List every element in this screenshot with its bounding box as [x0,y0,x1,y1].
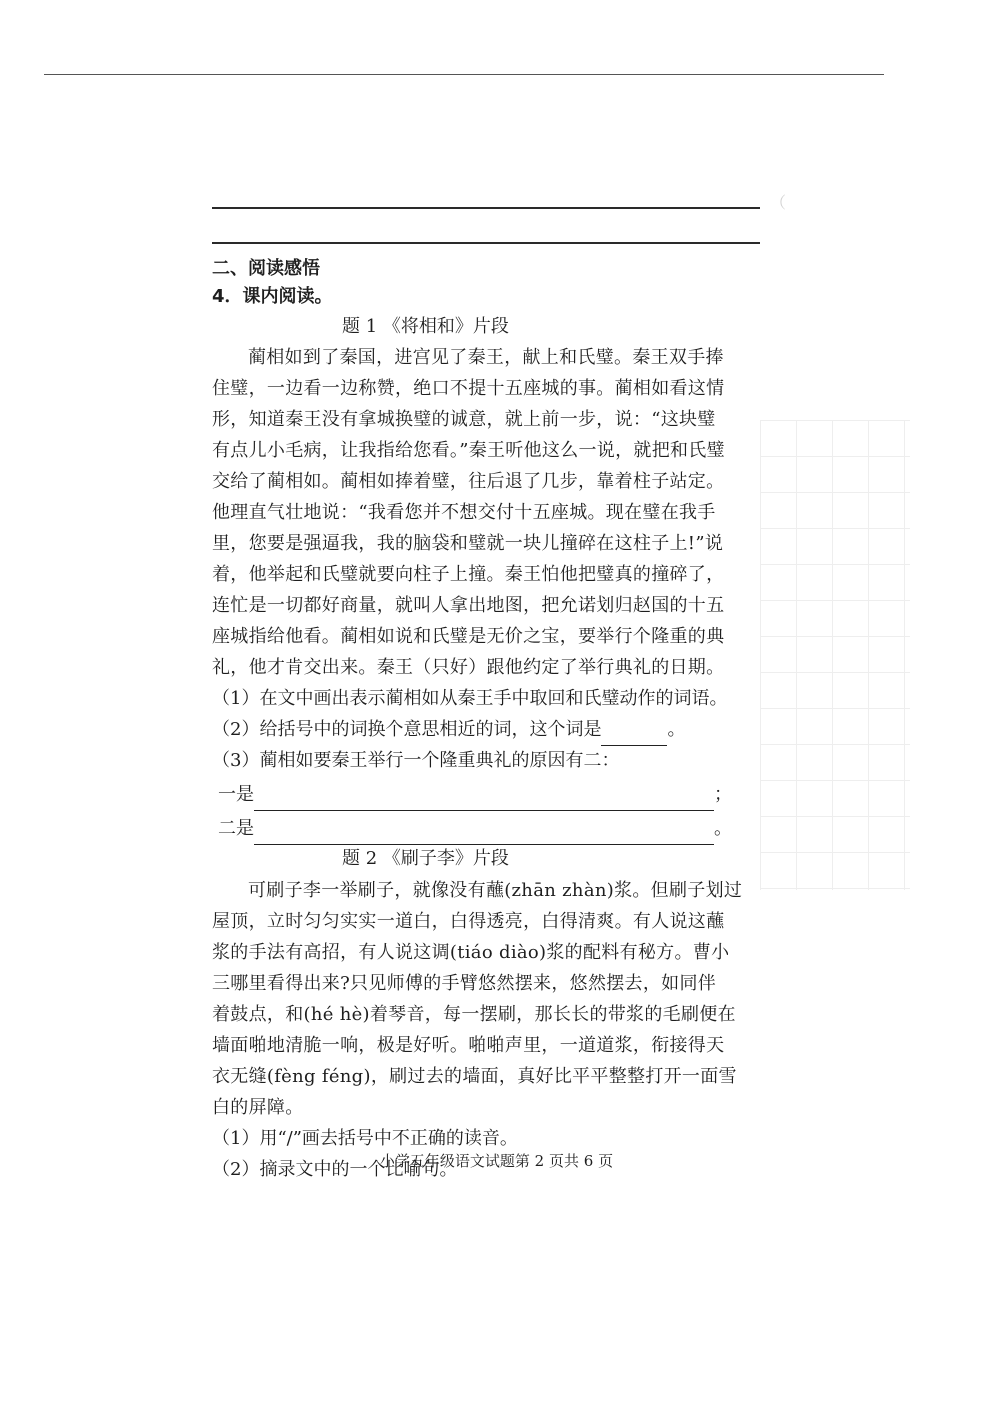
passage-1-line: 座城指给他看。蔺相如说和氏璧是无价之宝，要举行个隆重的典 [212,626,725,647]
passage-2-line: 白的屏障。 [212,1097,304,1118]
answer-blank[interactable] [254,780,714,811]
passage-1-q2 [212,715,685,745]
passage-2-line: 着鼓点，和(hé hè)着琴音，每一摆刷，那长长的带浆的毛刷便在 [212,1004,736,1025]
passage-2-line: 衣无缝(fèng féng)，刷过去的墙面，真好比平平整整打开一面雪 [212,1066,737,1087]
passage-2-title: 题 2 《刷子李》片段 [342,848,509,869]
show-through-mark: （ [770,193,787,212]
answer-blank[interactable] [601,715,667,746]
passage-1-line: 蔺相如到了秦国，进宫见了秦王，献上和氏璧。秦王双手捧 [248,347,724,368]
q3-a-end: ； [714,784,732,805]
show-through-grid [760,420,910,890]
answer-blank[interactable] [254,814,714,845]
passage-1-q1: （1）在文中画出表示蔺相如从秦王手中取回和氏璧动作的词语。 [212,688,728,709]
question-4 [212,282,333,312]
passage-2-line: 墙面啪地清脆一响，极是好听。啪啪声里，一道道浆，衔接得天 [212,1035,725,1056]
passage-2-line: 可刷子李一举刷子，就像没有蘸(zhān zhàn)浆。但刷子划过 [248,880,743,901]
question-4-label: 4．课内阅读。 [212,286,333,307]
passage-1-line: 交给了蔺相如。蔺相如捧着璧，往后退了几步，靠着柱子站定。 [212,471,725,492]
q3-b-end: 。 [714,818,732,839]
passage-2-q2: （2）摘录文中的一个比喻句。 [212,1159,458,1180]
passage-2-q1: （1）用“/”画去括号中不正确的读音。 [212,1128,518,1149]
passage-1-line: 住璧，一边看一边称赞，绝口不提十五座城的事。蔺相如看这情 [212,378,725,399]
passage-1-line: 他理直气壮地说：“我看您并不想交付十五座城。现在璧在我手 [212,502,716,523]
answer-line-1 [212,207,760,209]
passage-1-line: 形，知道秦王没有拿城换璧的诚意，就上前一步，说：“这块璧 [212,409,716,430]
passage-2-line: 屋顶，立时匀匀实实一道白，白得透亮，白得清爽。有人说这蘸 [212,911,725,932]
q3-b-label: 二是 [218,818,254,839]
passage-2-line: 浆的手法有高招，有人说这调(tiáo diào)浆的配料有秘方。曹小 [212,942,730,963]
passage-1-q3: （3）蔺相如要秦王举行一个隆重典礼的原因有二： [212,750,620,771]
passage-1-title: 题 1 《将相和》片段 [342,316,509,337]
passage-1-q3-a [218,780,732,810]
passage-1-q2-end: 。 [667,719,686,740]
top-rule [44,74,884,75]
passage-1-line: 礼，他才肯交出来。秦王（只好）跟他约定了举行典礼的日期。 [212,657,725,678]
q3-a-label: 一是 [218,784,254,805]
passage-1-line: 连忙是一切都好商量，就叫人拿出地图，把允诺划归赵国的十五 [212,595,725,616]
section-heading: 二、阅读感悟 [212,258,320,279]
passage-1-line: 有点儿小毛病，让我指给您看。”秦王听他这么一说，就把和氏璧 [212,440,725,461]
passage-1-q2-text: （2）给括号中的词换个意思相近的词，这个词是 [212,719,602,740]
passage-1-q3-b [218,814,732,844]
answer-line-2 [212,242,760,244]
passage-2-line: 三哪里看得出来?只见师傅的手臂悠然摆来，悠然摆去，如同伴 [212,973,717,994]
page-footer: 小学五年级语文试题第 2 页共 6 页 [379,1152,614,1170]
passage-1-line: 着，他举起和氏璧就要向柱子上撞。秦王怕他把璧真的撞碎了， [212,564,725,585]
passage-1-line: 里，您要是强逼我，我的脑袋和璧就一块儿撞碎在这柱子上!”说 [212,533,724,554]
